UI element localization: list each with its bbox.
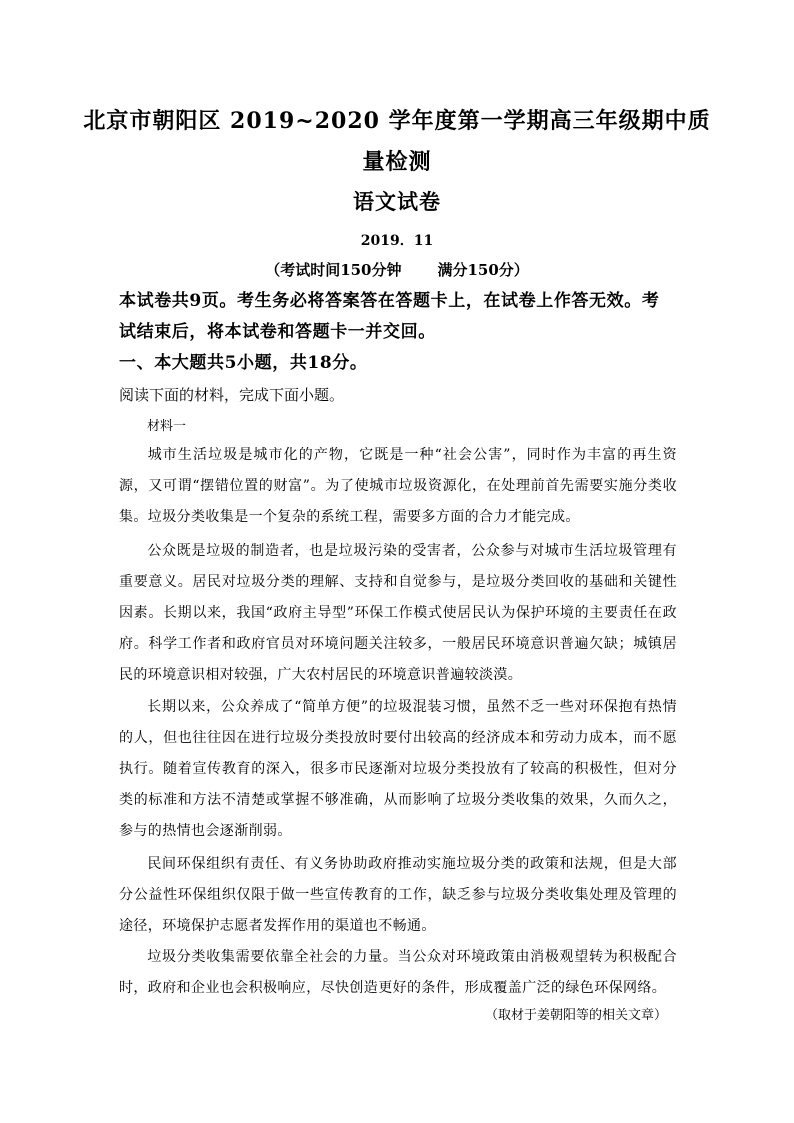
exam-title-line-1: 北京市朝阳区 2019~2020 学年度第一学期高三年级期中质 [83,108,711,134]
material-paragraph [119,849,677,942]
material-paragraph [119,536,677,691]
section-instruction: 阅读下面的材料，完成下面小题。 [119,386,345,404]
paragraph-text: 民间环保组织有责任、有义务协助政府推动实施垃圾分类的政策和法规，但是大部分公益性环保组织仅限于做一些宣传教育的工作，缺乏参与垃圾分类收集处理及管理的途径，环境保护志愿者发挥作用的渠道也不畅通。 [119,856,677,934]
material-source: （取材于姜朝阳等的相关文章） [484,1008,667,1023]
subject-title: 语文试卷 [353,189,441,214]
exam-title-line-2: 量检测 [362,149,432,175]
paragraph-text: 城市生活垃圾是城市化的产物，它既是一种“社会公害”，同时作为丰富的再生资源，又可谓“摆错位置的财富”。为了使城市垃圾资源化，在处理前首先需要实施分类收集。垃圾分类收集是一个复杂的系统工程，需要多方面的合力才能完成。 [119,447,677,525]
material-label: 材料一 [147,419,187,434]
material-paragraph [119,942,677,1004]
exam-notice: 本试卷共9页。考生务必将答案答在答题卡上，在试卷上作答无效。考试结束后，将本试卷和答题卡一并交回。 [119,291,660,342]
paragraph-text: 长期以来，公众养成了“简单方便”的垃圾混装习惯，虽然不乏一些对环保抱有热情的人，但也往往因在进行垃圾分类投放时要付出较高的经济成本和劳动力成本，而不愿执行。随着宣传教育的深入，很多市民逐渐对垃圾分类投放有了较高的积极性，但对分类的标准和方法不清楚或掌握不够准确，从而影响了垃圾分类收集的效果，久而久之，参与的热情也会逐渐削弱。 [119,699,677,839]
exam-duration: （考试时间150分钟 [265,261,402,279]
paragraph-text: 垃圾分类收集需要依靠全社会的力量。当公众对环境政策由消极观望转为积极配合时，政府和企业也会积极响应，尽快创造更好的条件，形成覆盖广泛的绿色环保网络。 [119,949,677,996]
paragraph-text: 公众既是垃圾的制造者，也是垃圾污染的受害者，公众参与对城市生活垃圾管理有重要意义。居民对垃圾分类的理解、支持和自觉参与，是垃圾分类回收的基础和关键性因素。长期以来，我国“政府主导型”环保工作模式使居民认为保护环境的主要责任在政府。科学工作者和政府官员对环境问题关注较多，一般居民环境意识普遍欠缺；城镇居民的环境意识相对较强，广大农村居民的环境意识普遍较淡漠。 [119,543,677,683]
exam-total-score: 满分150分） [437,261,529,279]
material-paragraph [119,692,677,847]
exam-date: 2019．11 [360,233,434,249]
material-paragraph [119,440,677,533]
section-title: 一、本大题共5小题，共18分。 [119,353,368,373]
exam-time-info [0,259,794,280]
